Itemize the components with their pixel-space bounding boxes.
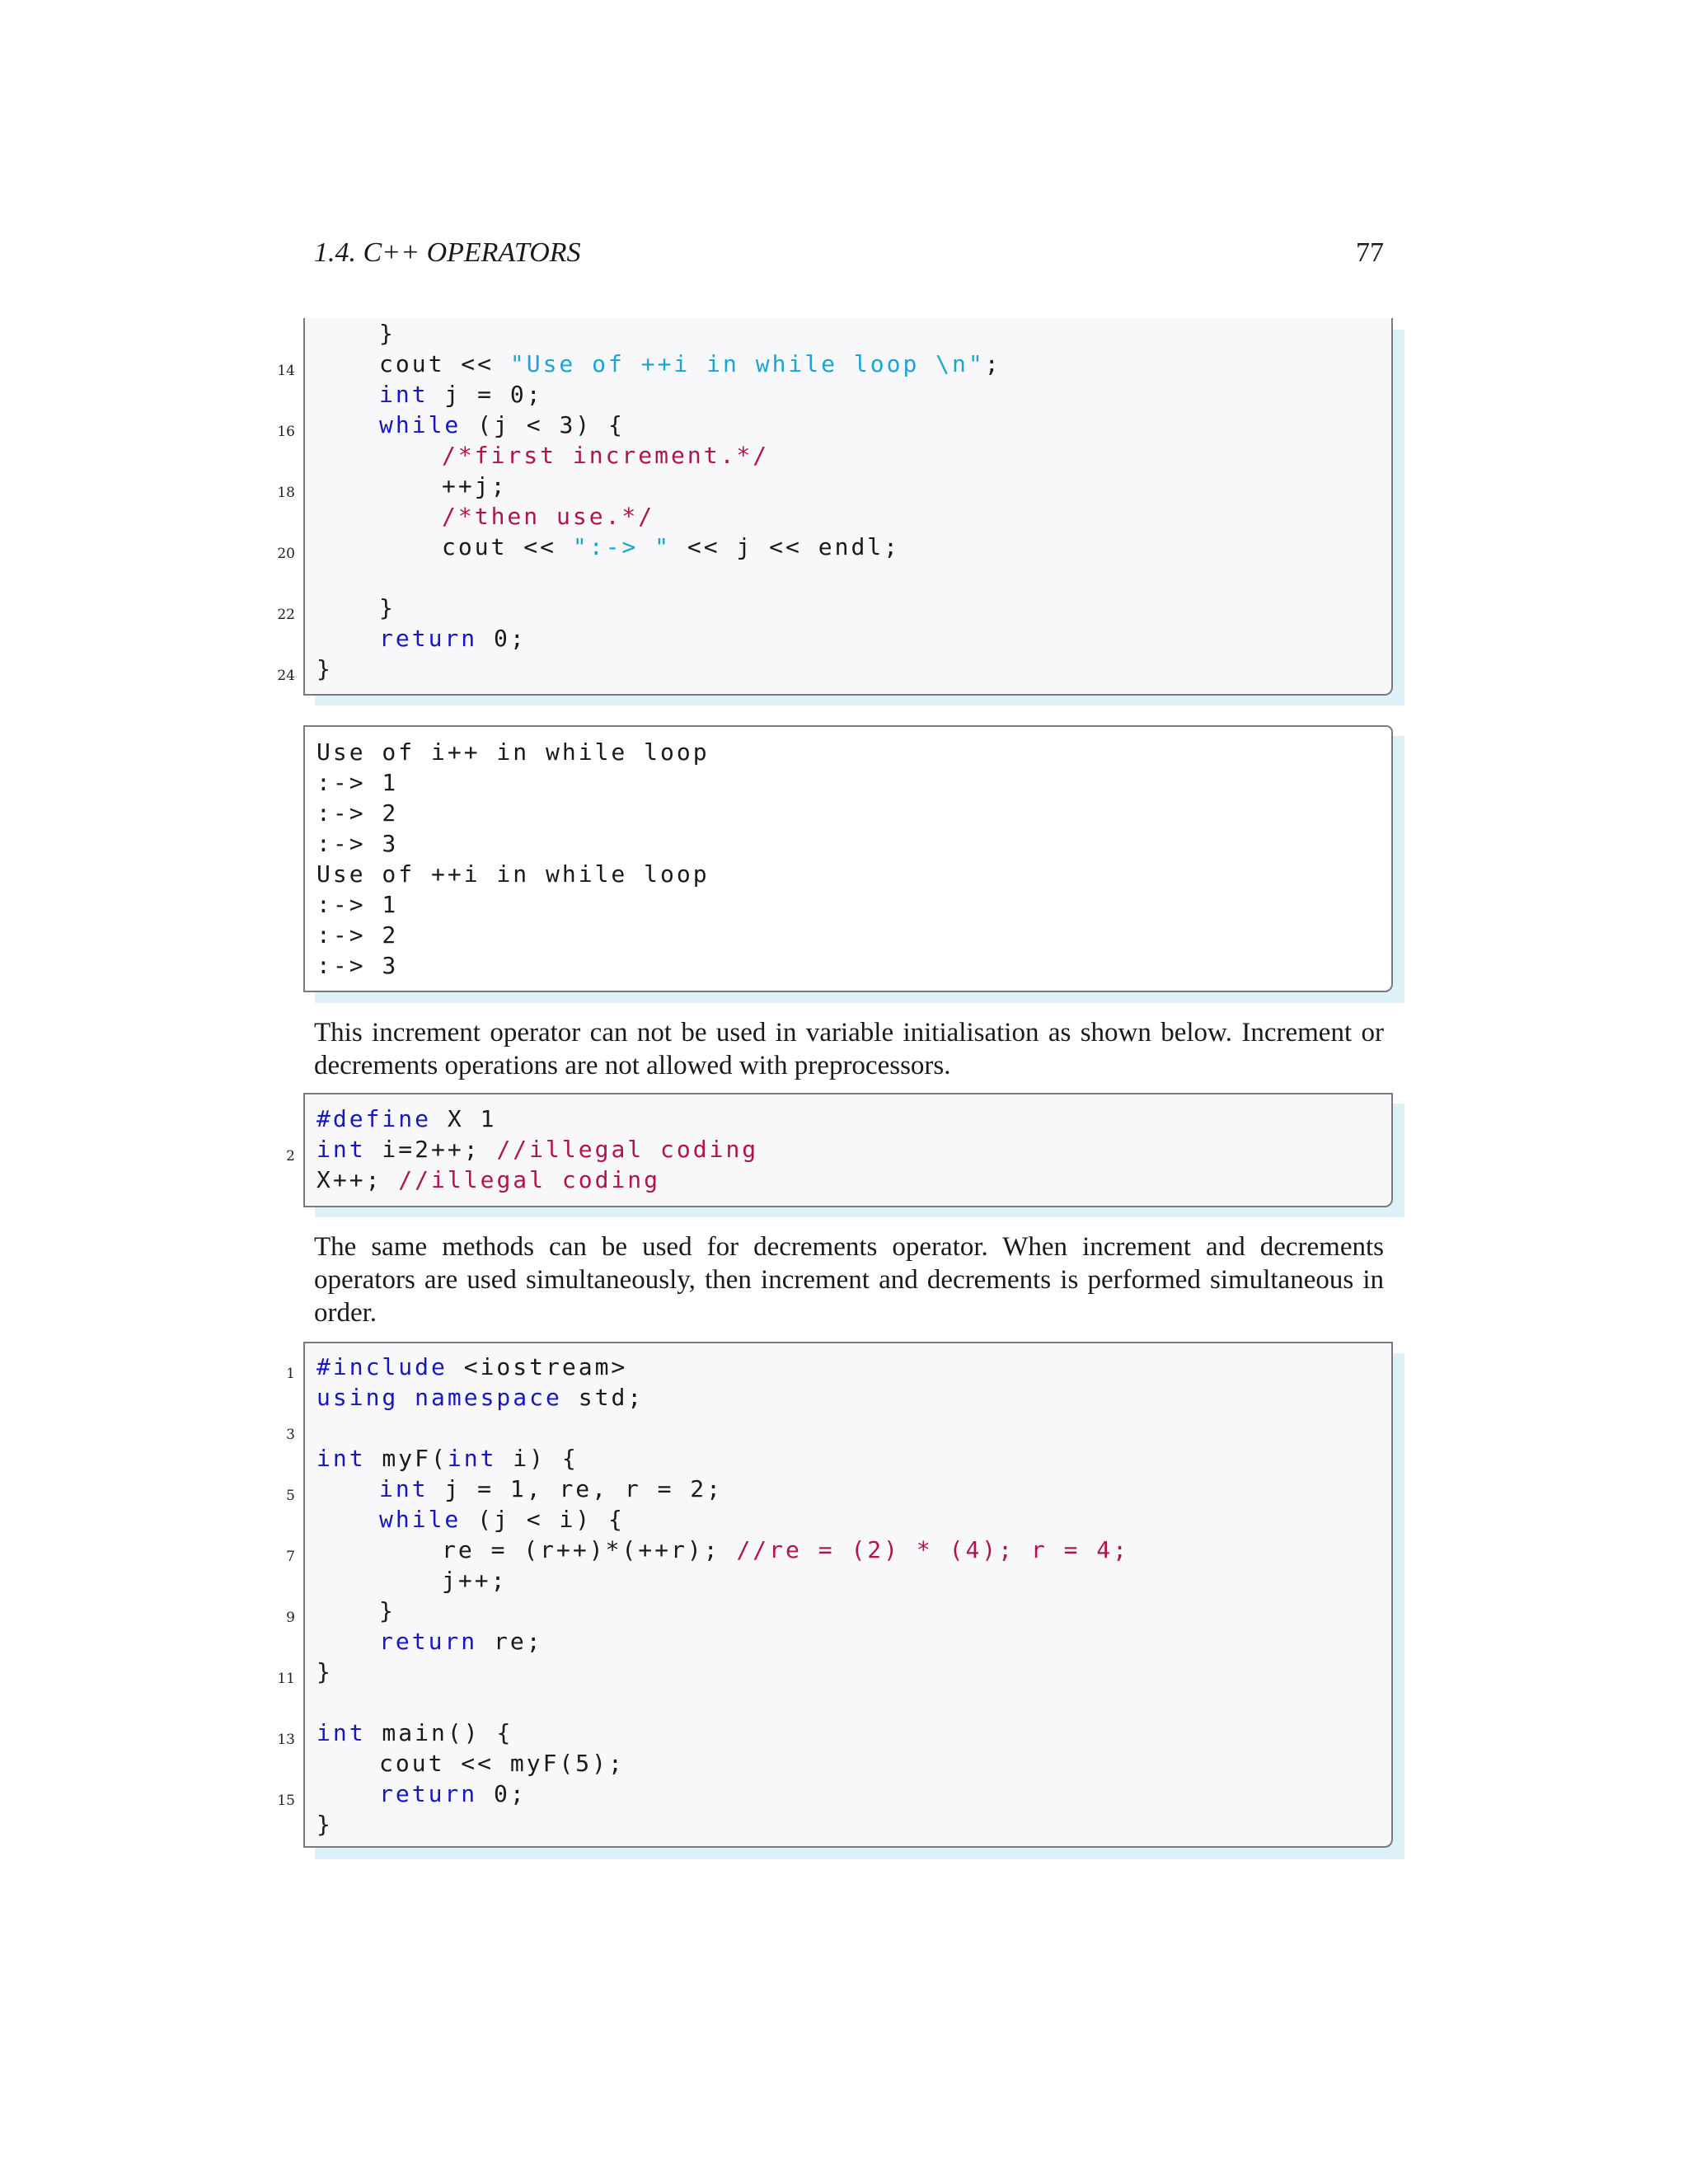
code-comment: //illegal coding — [398, 1166, 661, 1193]
code-text: re = (r++)*(++r); — [442, 1536, 737, 1563]
code-line — [305, 889, 1391, 920]
code-line — [286, 1413, 1391, 1443]
line-number: 1 — [286, 1366, 295, 1382]
code-line-text — [316, 1443, 579, 1474]
code-text: X 1 — [431, 1105, 497, 1132]
program-output-block — [303, 725, 1393, 992]
code-line — [305, 1504, 1391, 1535]
code-line — [305, 501, 1391, 532]
paragraph-increment-initialisation: This increment operator can not be used in variable initialisation as shown below. Increment or decrements operations are not allowed with preprocessors. — [314, 1018, 1384, 1080]
keyword: return — [379, 1628, 478, 1655]
code-line — [277, 410, 1391, 440]
code-line-text — [316, 798, 398, 828]
keyword: using namespace — [316, 1384, 562, 1411]
code-line-text — [379, 1779, 527, 1809]
keyword: int — [447, 1445, 497, 1472]
line-number: 24 — [277, 668, 295, 684]
code-line-text — [316, 859, 710, 889]
code-line-text — [379, 1748, 625, 1779]
keyword: while — [379, 411, 462, 438]
code-text: } — [379, 320, 396, 347]
code-line-text — [442, 440, 769, 471]
code-listing — [277, 1352, 1391, 1840]
code-line — [286, 1134, 1391, 1165]
code-line-text — [316, 1382, 644, 1413]
code-text: re; — [477, 1628, 543, 1655]
code-line — [305, 1565, 1391, 1596]
code-line — [305, 1687, 1391, 1718]
code-line — [305, 440, 1391, 471]
code-line-text — [316, 1809, 333, 1840]
code-comment: /*then use.*/ — [442, 503, 655, 530]
code-text: :-> 3 — [316, 952, 399, 979]
code-text: i=2++; — [365, 1136, 497, 1163]
code-line — [305, 859, 1391, 889]
string-literal: ":-> " — [572, 533, 672, 560]
string-literal: "Use of ++i in while loop \n" — [509, 350, 985, 377]
code-line-text — [316, 767, 398, 798]
code-block-define — [286, 1093, 1393, 1207]
section-title: 1.4. C++ OPERATORS — [314, 237, 581, 268]
code-line — [305, 950, 1391, 981]
code-text: } — [316, 1658, 333, 1685]
code-line — [305, 379, 1391, 410]
code-line — [277, 1718, 1391, 1748]
code-comment: //re = (2) * (4); r = 4; — [736, 1536, 1130, 1563]
code-text: :-> 1 — [316, 891, 399, 918]
code-text: main() { — [365, 1719, 513, 1746]
code-line-text — [379, 593, 396, 623]
code-text: (j < 3) { — [461, 411, 625, 438]
code-line-text — [442, 1535, 1129, 1565]
code-line — [305, 1165, 1391, 1195]
code-text: ++j; — [442, 472, 508, 499]
line-number: 3 — [286, 1427, 295, 1443]
page-number: 77 — [1356, 237, 1384, 268]
code-line — [305, 1443, 1391, 1474]
code-block-continued — [277, 318, 1393, 696]
keyword: int — [316, 1445, 366, 1472]
code-text: Use of i++ in while loop — [316, 738, 710, 766]
code-text: <iostream> — [447, 1353, 628, 1380]
code-line-text — [442, 471, 507, 501]
code-line-text — [316, 920, 398, 950]
code-comment: /*first increment.*/ — [442, 442, 770, 469]
code-line — [305, 623, 1391, 654]
code-line — [286, 1352, 1391, 1382]
code-line — [305, 767, 1391, 798]
line-number: 9 — [286, 1610, 295, 1626]
code-line — [305, 737, 1391, 767]
code-line-text — [379, 410, 625, 440]
code-line — [277, 593, 1391, 623]
code-comment: //illegal coding — [496, 1136, 759, 1163]
output-listing — [305, 737, 1391, 981]
code-line — [305, 798, 1391, 828]
code-line-text — [442, 532, 900, 562]
code-text: cout << myF(5); — [379, 1750, 625, 1777]
code-text: X++; — [316, 1166, 399, 1193]
code-line-text — [379, 1504, 625, 1535]
code-line — [305, 318, 1391, 349]
code-line-text — [379, 623, 527, 654]
code-text: j = 1, re, r = 2; — [428, 1475, 724, 1502]
code-text: Use of ++i in while loop — [316, 860, 710, 888]
code-line-text — [316, 1352, 627, 1382]
code-text: } — [379, 1597, 396, 1624]
keyword: int — [379, 381, 429, 408]
code-line — [286, 1535, 1391, 1565]
code-line — [305, 1104, 1391, 1134]
code-line — [305, 828, 1391, 859]
code-text: myF( — [365, 1445, 448, 1472]
code-text: 0; — [477, 625, 527, 652]
code-line-text — [379, 1626, 543, 1657]
code-line — [277, 1657, 1391, 1687]
code-text: ; — [984, 350, 1001, 377]
keyword: int — [316, 1136, 366, 1163]
code-line-text — [316, 1104, 496, 1134]
code-text: cout << — [442, 533, 573, 560]
code-line — [305, 1382, 1391, 1413]
line-number: 16 — [277, 424, 295, 440]
keyword: int — [379, 1475, 429, 1502]
code-text: (j < i) { — [461, 1506, 625, 1533]
line-number: 20 — [277, 546, 295, 562]
code-line — [286, 1474, 1391, 1504]
code-line-text — [316, 950, 398, 981]
line-number: 7 — [286, 1549, 295, 1565]
code-listing — [277, 318, 1391, 684]
keyword: return — [379, 625, 478, 652]
code-line — [286, 1596, 1391, 1626]
paragraph-decrement-operators: The same methods can be used for decrements operator. When increment and decrements operators are used simultaneously, then increment and decrements is performed simultaneous in order. — [314, 1232, 1384, 1328]
code-line-text — [442, 501, 654, 532]
code-line-text — [316, 828, 398, 859]
code-line-text — [379, 1596, 396, 1626]
code-text: } — [316, 1811, 333, 1838]
code-text: cout << — [379, 350, 510, 377]
code-text: 0; — [477, 1780, 527, 1807]
code-line — [277, 471, 1391, 501]
code-line-text — [316, 889, 398, 920]
code-line-text — [379, 349, 1001, 379]
code-line — [305, 562, 1391, 593]
code-text: j = 0; — [428, 381, 543, 408]
code-text: << j << endl; — [671, 533, 901, 560]
code-listing — [286, 1104, 1391, 1195]
code-text: :-> 2 — [316, 921, 399, 949]
code-line-text — [316, 737, 710, 767]
code-line — [277, 1779, 1391, 1809]
code-text: j++; — [442, 1567, 508, 1594]
line-number: 15 — [277, 1793, 295, 1809]
code-text: :-> 3 — [316, 830, 399, 857]
line-number: 5 — [286, 1488, 295, 1504]
running-header — [314, 237, 1384, 274]
code-line — [305, 1748, 1391, 1779]
code-text: } — [316, 655, 333, 682]
code-text: :-> 2 — [316, 799, 399, 827]
code-line — [305, 920, 1391, 950]
line-number: 13 — [277, 1732, 295, 1748]
keyword: #include — [316, 1353, 448, 1380]
code-text: i) { — [496, 1445, 579, 1472]
code-line-text — [442, 1565, 507, 1596]
code-line-text — [379, 379, 543, 410]
code-line-text — [316, 1165, 660, 1195]
line-number: 2 — [286, 1148, 295, 1165]
code-line-text — [316, 1718, 513, 1748]
code-line — [277, 349, 1391, 379]
keyword: int — [316, 1719, 366, 1746]
code-line-text — [316, 1134, 758, 1165]
code-line — [277, 654, 1391, 684]
keyword: while — [379, 1506, 462, 1533]
code-text: :-> 1 — [316, 769, 399, 796]
keyword: return — [379, 1780, 478, 1807]
code-line-text — [379, 1474, 723, 1504]
line-number: 14 — [277, 363, 295, 379]
code-line-text — [316, 1657, 333, 1687]
code-text: } — [379, 594, 396, 621]
code-text: std; — [561, 1384, 645, 1411]
code-block-myf — [277, 1342, 1393, 1848]
code-line-text — [379, 318, 396, 349]
code-line-text — [316, 654, 333, 684]
line-number: 11 — [277, 1671, 295, 1687]
keyword: #define — [316, 1105, 432, 1132]
code-line — [305, 1626, 1391, 1657]
line-number: 18 — [277, 485, 295, 501]
code-line — [277, 532, 1391, 562]
code-line — [305, 1809, 1391, 1840]
line-number: 22 — [277, 607, 295, 623]
